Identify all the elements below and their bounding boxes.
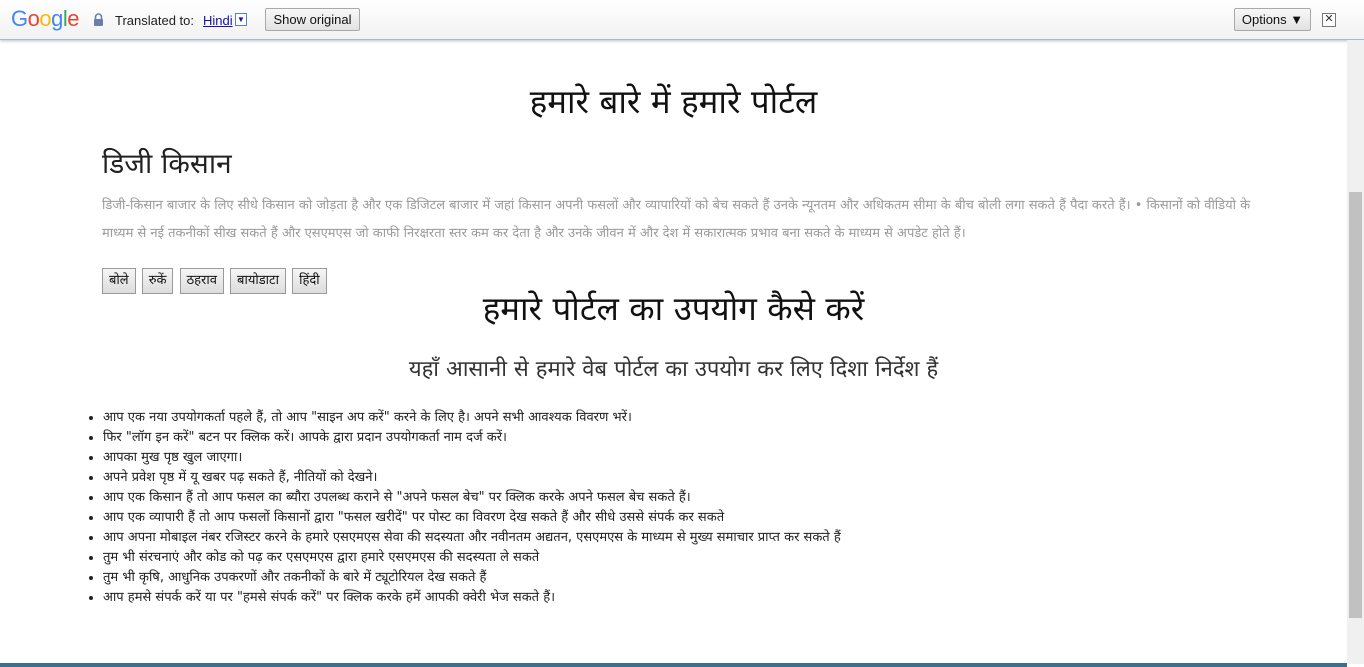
logo-letter: o [39,6,52,31]
list-item: • फिर "लॉग इन करें" बटन पर क्लिक करें। आपके द्वारा प्रदान उपयोगकर्ता नाम दर्ज करें। [103,428,841,448]
language-dropdown-icon[interactable]: ▼ [235,13,247,26]
logo-letter: l [62,6,68,31]
close-icon[interactable]: ✕ [1322,13,1336,27]
digi-kisan-heading: डिजी किसान [102,147,232,180]
usage-steps-list [88,408,841,608]
speak-button[interactable]: बोले [102,268,136,294]
how-to-use-title: हमारे पोर्टल का उपयोग कैसे करें [482,289,865,328]
target-language-link[interactable]: Hindi [203,13,233,28]
list-item: • आपका मुख पृष्ठ खुल जाएगा। [103,448,841,468]
logo-letter: o [27,6,40,31]
google-logo[interactable] [11,6,79,32]
stop-button[interactable]: रुकें [142,268,174,294]
list-item: • आप एक नया उपयोगकर्ता पहले हैं, तो आप "साइन अप करें" करने के लिए है। अपने सभी आवश्यक विवरण भरें। [103,408,841,428]
bottom-border [0,663,1347,667]
scrollbar-thumb[interactable] [1349,192,1362,618]
list-item: • आप अपना मोबाइल नंबर रजिस्टर करने के हमारे एसएमएस सेवा की सदस्यता और नवीनतम अद्यतन, एसएमएस के माध्यम से मुख्य समाचार प्राप्त कर सकते हैं [103,528,841,548]
page-content [0,40,1347,663]
logo-letter: g [51,6,63,31]
resume-button[interactable]: बायोडाटा [230,268,286,294]
show-original-button[interactable]: Show original [265,8,360,31]
digi-kisan-description: डिजी-किसान बाजार के लिए सीधे किसान को जोड़ता है और एक डिजिटल बाजार में जहां किसान अपनी फसलों और व्यापारियों को बेच सकते हैं उनके न्यूनतम और अधिकतम सीमा के बीच बोली लगा सकते हैं पैदा करते हैं। • किसानों को वीडियो के माध्यम से नई तकनीकों सीख सकते हैं और एसएमएस जो काफी निरक्षरता स्तर कम कर देता है और उनके जीवन में और देश में सकारात्मक प्रभाव बना सकते के माध्यम से अपडेट होते हैं। [102,198,1251,241]
logo-letter: G [11,6,28,31]
logo-letter: e [67,6,80,31]
options-button[interactable]: Options ▼ [1234,8,1311,31]
vertical-scrollbar[interactable] [1347,40,1364,664]
translated-to-label: Translated to: [115,13,195,28]
about-portal-title: हमारे बारे में हमारे पोर्टल [529,82,818,121]
lock-icon [93,13,104,27]
list-item: • आप एक व्यापारी हैं तो आप फसलों किसानों द्वारा "फसल खरीदें" पर पोस्ट का विवरण देख सकते हैं और सीधे उससे संपर्क कर सकते [103,508,841,528]
list-item: • आप एक किसान हैं तो आप फसल का ब्यौरा उपलब्ध कराने से "अपने फसल बेच" पर क्लिक करके अपने फसल बेच सकते हैं। [103,488,841,508]
list-item: • अपने प्रवेश पृष्ठ में यू खबर पढ़ सकते हैं, नीतियों को देखने। [103,468,841,488]
how-to-use-subtitle: यहाँ आसानी से हमारे वेब पोर्टल का उपयोग कर लिए दिशा निर्देश हैं [408,357,939,382]
google-translate-bar [0,0,1364,40]
list-item: • आप हमसे संपर्क करें या पर "हमसे संपर्क करें" पर क्लिक करके हमें आपकी क्वेरी भेज सकते हैं। [103,588,841,608]
list-item: • तुम भी संरचनाएं और कोड को पढ़ कर एसएमएस द्वारा हमारे एसएमएस की सदस्यता ले सकते [103,548,841,568]
pause-button[interactable]: ठहराव [180,268,224,294]
hindi-button[interactable]: हिंदी [292,268,327,294]
list-item: • तुम भी कृषि, आधुनिक उपकरणों और तकनीकों के बारे में ट्यूटोरियल देख सकते हैं [103,568,841,588]
